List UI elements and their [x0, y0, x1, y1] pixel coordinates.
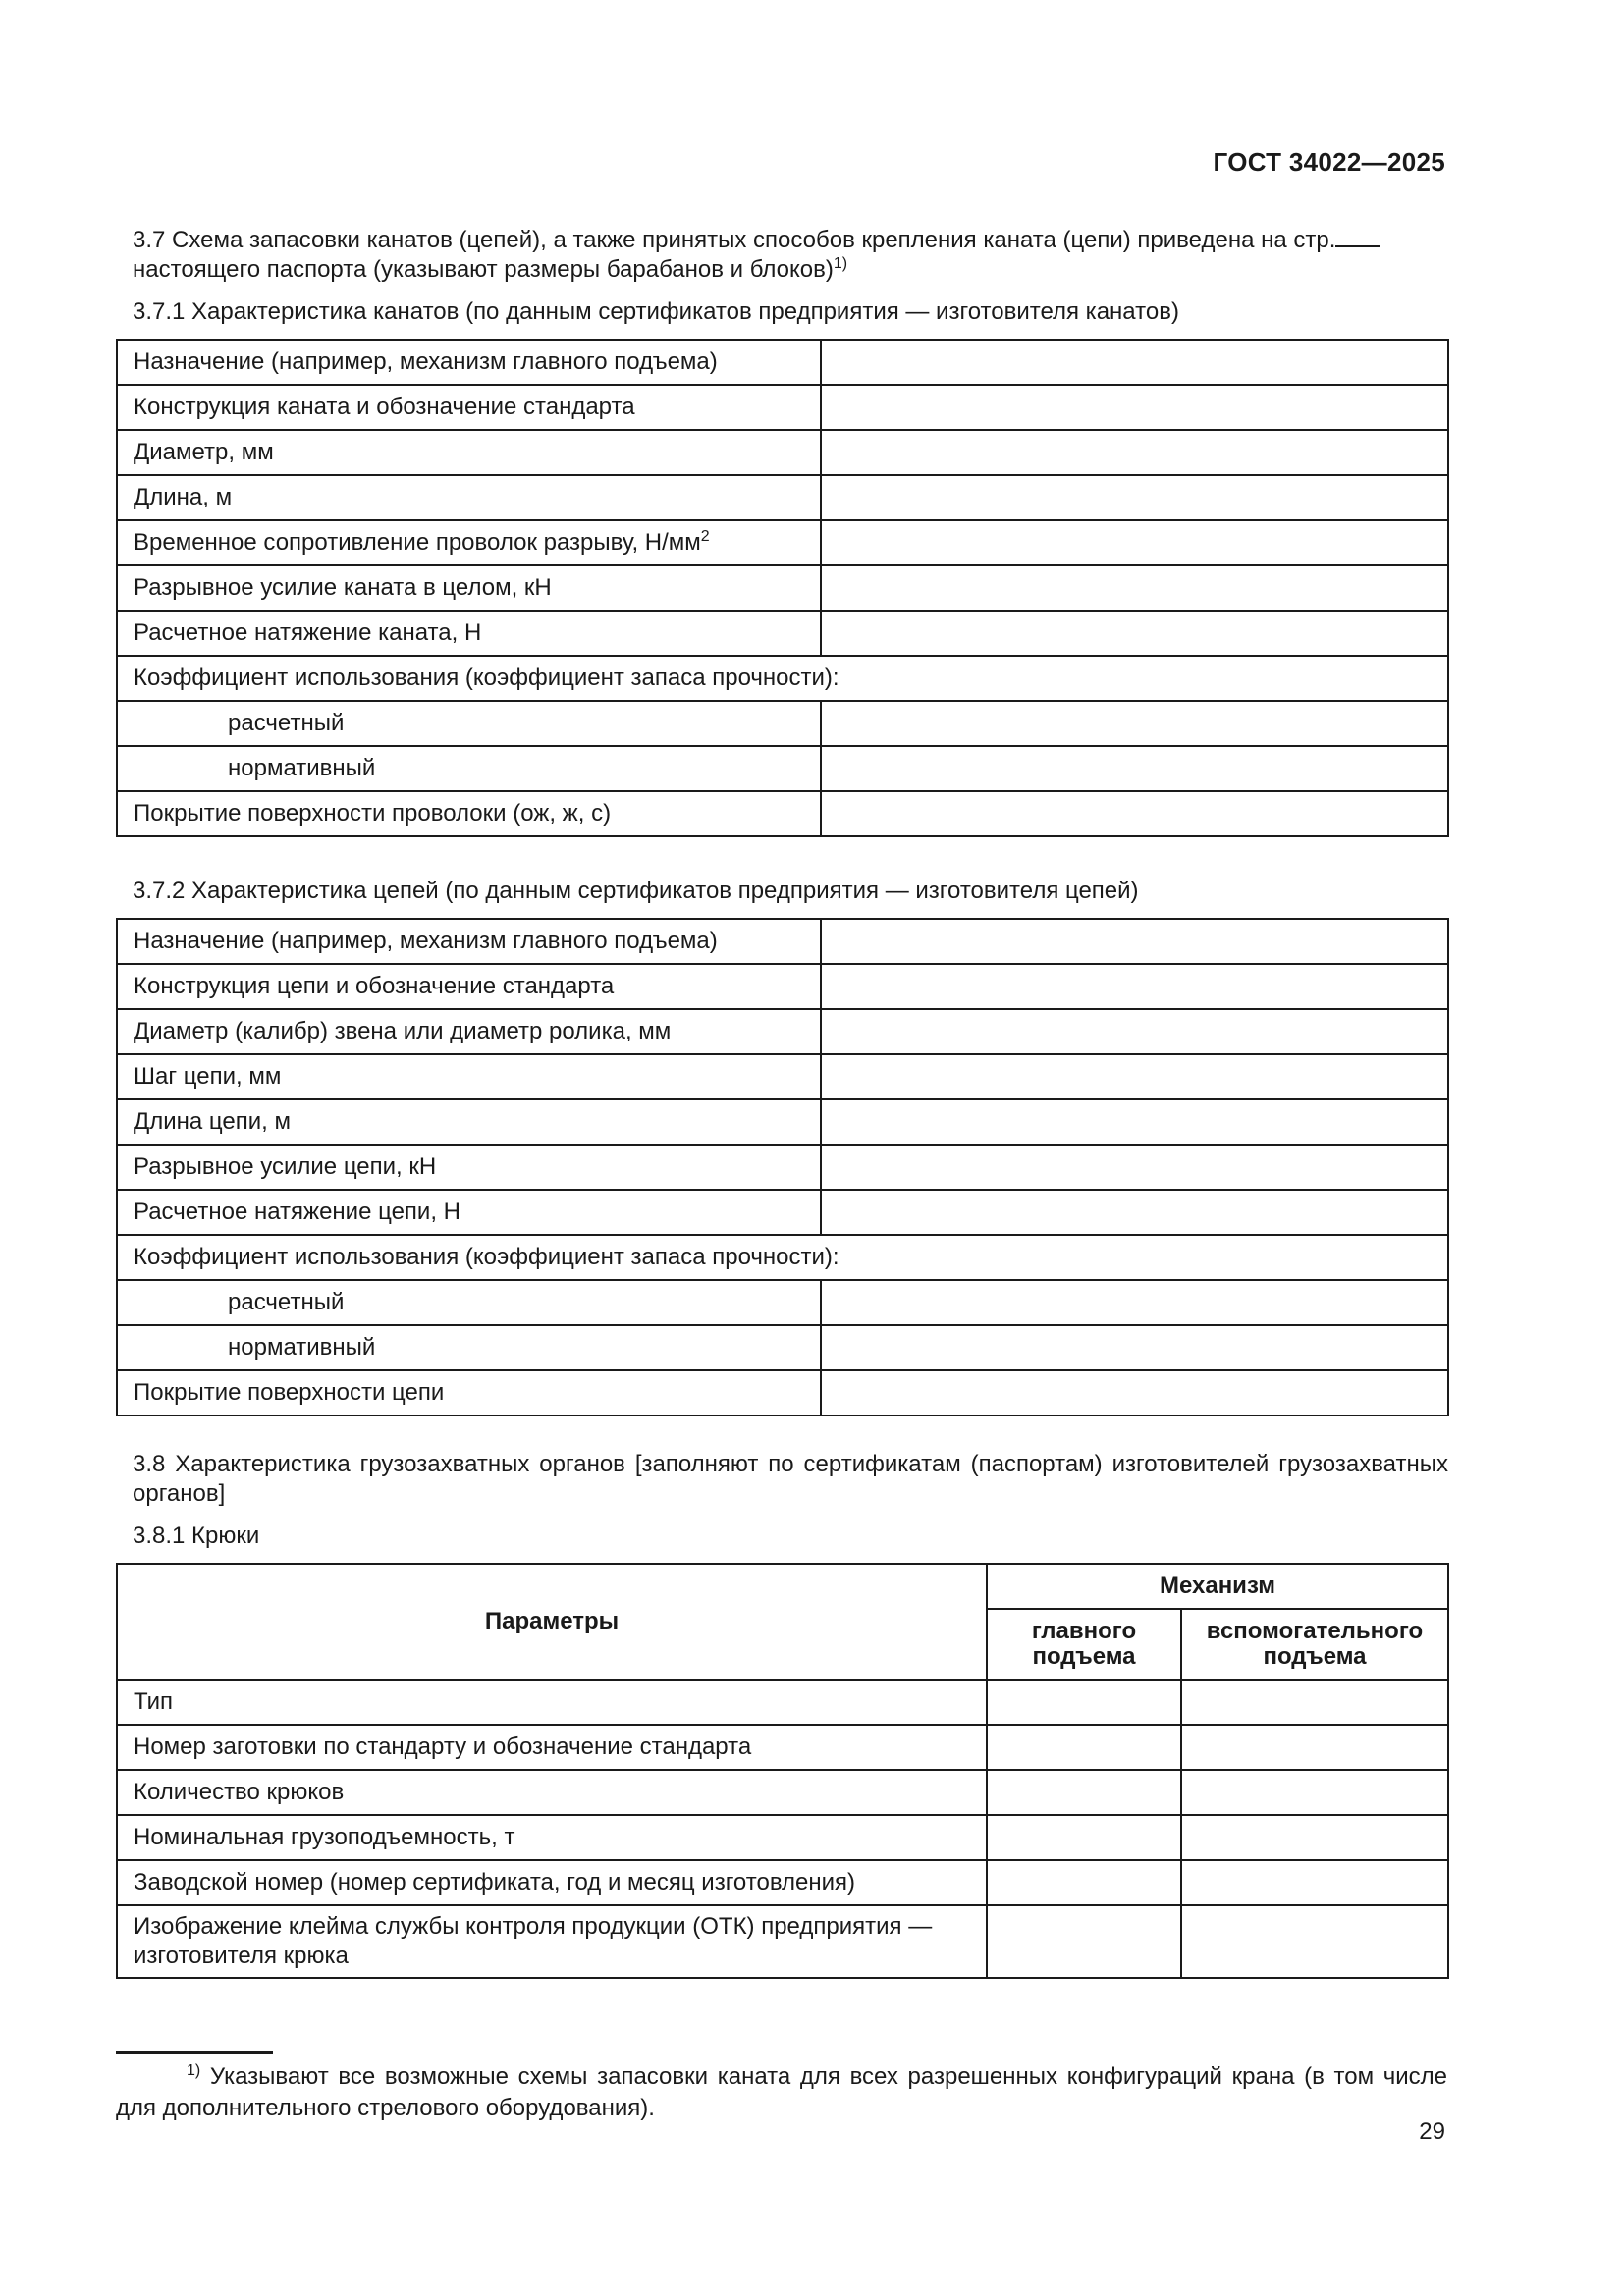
header-row — [117, 1564, 1448, 1609]
table-row — [117, 1054, 1448, 1099]
value-cell-main[interactable] — [987, 1860, 1181, 1905]
row-label: Конструкция цепи и обозначение стандарта — [117, 964, 821, 1009]
value-cell-aux[interactable] — [1181, 1905, 1448, 1978]
value-cell[interactable] — [821, 1054, 1448, 1099]
table-row — [117, 1815, 1448, 1860]
row-label: Количество крюков — [117, 1770, 987, 1815]
chains-table — [116, 918, 1449, 1416]
row-label: Назначение (например, механизм главного подъема) — [117, 340, 821, 385]
table-row — [117, 565, 1448, 611]
table-row — [117, 340, 1448, 385]
column-header-parameters: Параметры — [117, 1564, 987, 1680]
standard-designation: ГОСТ 34022—2025 — [1213, 147, 1445, 177]
value-cell[interactable] — [821, 611, 1448, 656]
value-cell-main[interactable] — [987, 1905, 1181, 1978]
section-3-7-paragraph — [133, 226, 1448, 285]
value-cell-aux[interactable] — [1181, 1725, 1448, 1770]
value-cell[interactable] — [821, 1370, 1448, 1415]
table-row — [117, 1725, 1448, 1770]
row-label: Изображение клейма службы контроля продукции (ОТК) предприятия — изготовителя крюка — [117, 1905, 987, 1978]
value-cell[interactable] — [821, 475, 1448, 520]
section-3-7-text-continued: настоящего паспорта (указывают размеры барабанов и блоков) — [133, 256, 834, 283]
value-cell[interactable] — [821, 430, 1448, 475]
value-cell[interactable] — [821, 964, 1448, 1009]
value-cell-main[interactable] — [987, 1815, 1181, 1860]
table-row — [117, 1325, 1448, 1370]
value-cell[interactable] — [821, 1190, 1448, 1235]
footnote-text: Указывают все возможные схемы запасовки каната для всех разрешенных конфигураций крана (в том числе для дополнительного стрелового оборудования). — [116, 2063, 1447, 2121]
table-row — [117, 791, 1448, 836]
row-label: Номинальная грузоподъемность, т — [117, 1815, 987, 1860]
value-cell[interactable] — [821, 1009, 1448, 1054]
row-label: Номер заготовки по стандарту и обозначение стандарта — [117, 1725, 987, 1770]
table-row — [117, 475, 1448, 520]
row-label: Диаметр, мм — [117, 430, 821, 475]
row-label: Расчетное натяжение цепи, Н — [117, 1190, 821, 1235]
column-header-main-hoist: главного подъема — [987, 1609, 1181, 1680]
row-label: Длина, м — [117, 475, 821, 520]
table-row — [117, 1190, 1448, 1235]
table-row — [117, 1280, 1448, 1325]
table-row — [117, 1009, 1448, 1054]
row-label: Покрытие поверхности проволоки (ож, ж, с) — [117, 791, 821, 836]
section-3-7-number: 3.7 — [133, 227, 166, 253]
row-label: Диаметр (калибр) звена или диаметр ролика, мм — [117, 1009, 821, 1054]
section-3-7-1-heading: 3.7.1 Характеристика канатов (по данным сертификатов предприятия — изготовителя канатов) — [133, 298, 1179, 325]
table-row — [117, 1905, 1448, 1978]
row-label — [117, 520, 821, 565]
value-cell[interactable] — [821, 1280, 1448, 1325]
value-cell[interactable] — [821, 1325, 1448, 1370]
table-row — [117, 385, 1448, 430]
value-cell[interactable] — [821, 701, 1448, 746]
row-label: Тип — [117, 1680, 987, 1725]
value-cell[interactable] — [821, 746, 1448, 791]
hooks-table — [116, 1563, 1449, 1979]
section-3-8-paragraph: 3.8 Характеристика грузозахватных органов [заполняют по сертификатам (паспортам) изготовителей грузозахватных органов] — [133, 1451, 1448, 1507]
page-blank-field — [1335, 226, 1380, 247]
table-row — [117, 611, 1448, 656]
column-header-mechanism: Механизм — [987, 1564, 1448, 1609]
ropes-table — [116, 339, 1449, 837]
page-number: 29 — [1419, 2118, 1445, 2145]
row-label: Длина цепи, м — [117, 1099, 821, 1145]
table-row — [117, 1370, 1448, 1415]
row-label-spanning: Коэффициент использования (коэффициент запаса прочности): — [117, 1235, 1448, 1280]
value-cell[interactable] — [821, 1099, 1448, 1145]
row-label: Разрывное усилие цепи, кН — [117, 1145, 821, 1190]
value-cell[interactable] — [821, 791, 1448, 836]
row-label: Назначение (например, механизм главного подъема) — [117, 919, 821, 964]
table-row — [117, 430, 1448, 475]
row-label: Разрывное усилие каната в целом, кН — [117, 565, 821, 611]
table-row — [117, 746, 1448, 791]
section-3-8-1-heading: 3.8.1 Крюки — [133, 1522, 260, 1549]
superscript: 2 — [700, 528, 710, 545]
row-label: расчетный — [117, 701, 821, 746]
value-cell[interactable] — [821, 1145, 1448, 1190]
row-label: нормативный — [117, 1325, 821, 1370]
table-row — [117, 656, 1448, 701]
row-label: Шаг цепи, мм — [117, 1054, 821, 1099]
row-label: Покрытие поверхности цепи — [117, 1370, 821, 1415]
row-label: расчетный — [117, 1280, 821, 1325]
table-row — [117, 964, 1448, 1009]
value-cell-aux[interactable] — [1181, 1815, 1448, 1860]
table-row — [117, 1235, 1448, 1280]
footnote-divider — [116, 2051, 273, 2054]
table-row — [117, 1680, 1448, 1725]
row-label: Расчетное натяжение каната, Н — [117, 611, 821, 656]
table-row — [117, 520, 1448, 565]
row-label: нормативный — [117, 746, 821, 791]
value-cell-main[interactable] — [987, 1770, 1181, 1815]
table-row — [117, 919, 1448, 964]
table-row — [117, 1860, 1448, 1905]
table-row — [117, 701, 1448, 746]
value-cell-main[interactable] — [987, 1725, 1181, 1770]
value-cell[interactable] — [821, 565, 1448, 611]
column-header-aux-hoist: вспомогательного подъема — [1181, 1609, 1448, 1680]
row-label-spanning: Коэффициент использования (коэффициент запаса прочности): — [117, 656, 1448, 701]
section-3-7-text: Схема запасовки канатов (цепей), а также принятых способов крепления каната (цепи) приведена на стр. — [172, 227, 1336, 253]
value-cell[interactable] — [821, 385, 1448, 430]
footnote-reference: 1) — [833, 255, 848, 272]
value-cell[interactable] — [821, 919, 1448, 964]
value-cell-aux[interactable] — [1181, 1860, 1448, 1905]
table-row — [117, 1770, 1448, 1815]
row-label: Конструкция каната и обозначение стандарта — [117, 385, 821, 430]
table-row — [117, 1099, 1448, 1145]
value-cell-aux[interactable] — [1181, 1770, 1448, 1815]
section-3-7-2-heading: 3.7.2 Характеристика цепей (по данным сертификатов предприятия — изготовителя цепей) — [133, 878, 1139, 904]
value-cell[interactable] — [821, 340, 1448, 385]
footnote-marker: 1) — [187, 2062, 201, 2079]
tensile-label: Временное сопротивление проволок разрыву, Н/мм — [134, 529, 701, 556]
value-cell-main[interactable] — [987, 1680, 1181, 1725]
footnote — [116, 2061, 1447, 2124]
row-label: Заводской номер (номер сертификата, год и месяц изготовления) — [117, 1860, 987, 1905]
value-cell-aux[interactable] — [1181, 1680, 1448, 1725]
table-row — [117, 1145, 1448, 1190]
value-cell[interactable] — [821, 520, 1448, 565]
